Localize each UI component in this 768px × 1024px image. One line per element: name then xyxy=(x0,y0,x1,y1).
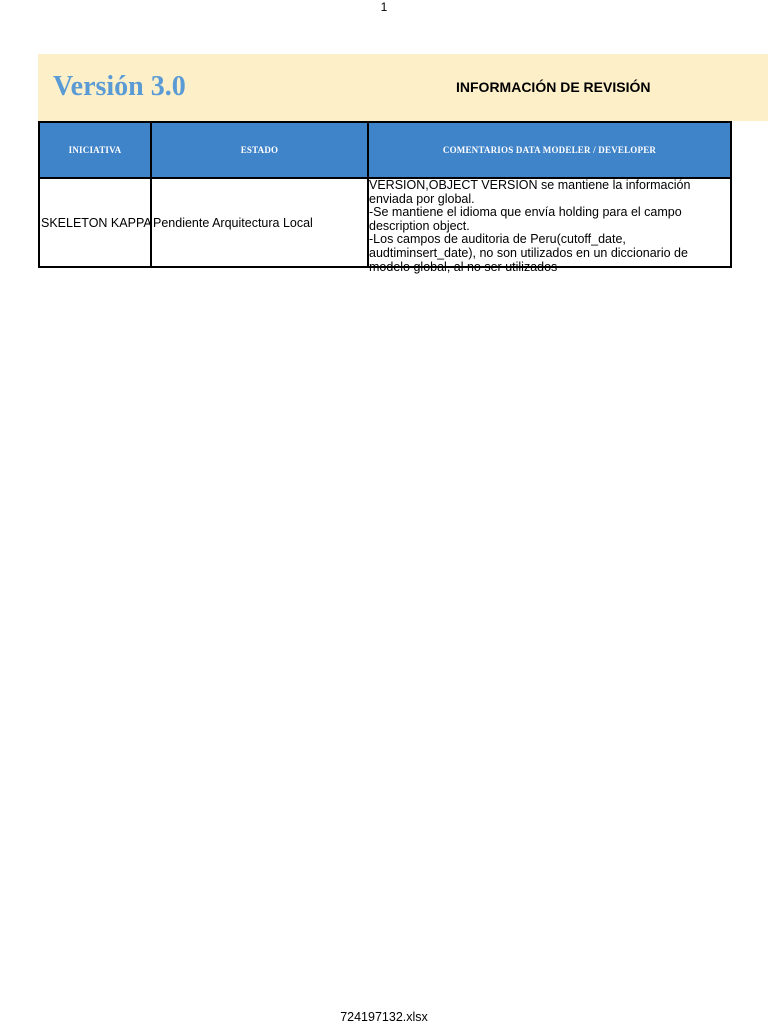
revision-info-title: INFORMACIÓN DE REVISIÓN xyxy=(456,79,651,95)
table-header-row xyxy=(39,122,731,178)
comment-line: enviada por global. xyxy=(369,191,475,206)
comment-line: modelo global, al no ser utilizados xyxy=(369,259,558,274)
page-number: 1 xyxy=(380,0,388,14)
file-name-footer: 724197132.xlsx xyxy=(340,1010,428,1024)
comment-line: audtiminsert_date), no son utilizados en un diccionario de xyxy=(369,245,688,260)
revision-table xyxy=(38,121,732,274)
cell-estado[interactable]: Pendiente Arquitectura Local xyxy=(151,178,368,267)
cell-iniciativa[interactable]: SKELETON KAPPA xyxy=(39,178,151,267)
comments-text xyxy=(369,178,730,274)
column-header-iniciativa[interactable]: INICIATIVA xyxy=(39,122,151,178)
cell-comentarios[interactable] xyxy=(368,178,731,274)
comment-line: VERSION,OBJECT VERSION se mantiene la información xyxy=(369,178,691,192)
comment-line: -Se mantiene el idioma que envía holding para el campo xyxy=(369,205,682,220)
column-header-comentarios[interactable]: COMENTARIOS DATA MODELER / DEVELOPER xyxy=(368,122,731,178)
column-header-estado[interactable]: ESTADO xyxy=(151,122,368,178)
revision-banner xyxy=(38,54,768,121)
comment-line: -Los campos de auditoria de Peru(cutoff_date, xyxy=(369,232,626,247)
comment-line: description object. xyxy=(369,218,470,233)
version-title: Versión 3.0 xyxy=(53,71,186,102)
table-row xyxy=(39,178,731,267)
